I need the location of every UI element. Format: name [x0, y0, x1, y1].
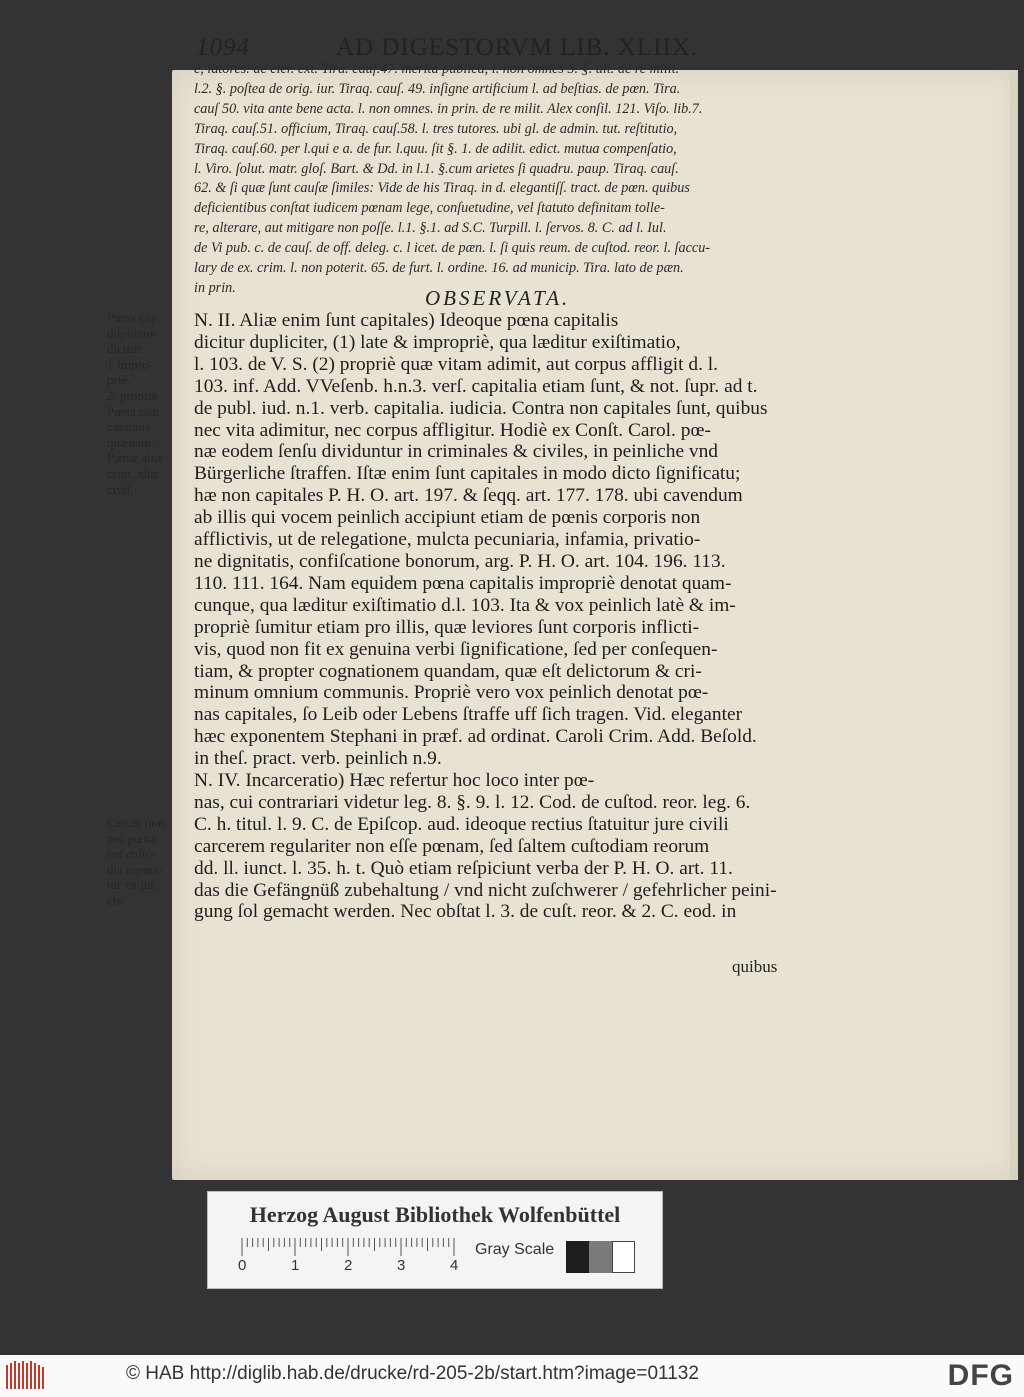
- text-line: næ eodem ſenſu dividuntur in criminales & civiles, in peinliche vnd: [194, 441, 718, 463]
- text-line: N. II. Aliæ enim ſunt capitales) Ideoque pœna capitalis: [194, 310, 619, 331]
- note-line: 62. & ſi quæ ſunt cauſæ ſimiles: Vide de his Tiraq. in d. elegantiſſ. tract. de pœn. quibus: [194, 180, 690, 197]
- text-line: C. h. titul. l. 9. C. de Epiſcop. aud. ideoque rectius ſtatuitur jure civili: [194, 813, 729, 835]
- text-line: nas capitales, ſo Leib oder Lebens ſtraffe uff ſich tragen. Vid. eleganter: [194, 704, 743, 726]
- margin-note: quænam.: [107, 434, 155, 450]
- hab-logo-icon: [6, 1361, 46, 1391]
- text-line: dicitur dupliciter, (1) late & impropriè, qua læditur exiſtimatio,: [194, 331, 681, 353]
- ruler-number: 4: [450, 1257, 459, 1272]
- margin-note: tur ex jur.: [107, 877, 158, 893]
- margin-note: Pœna non: [107, 403, 159, 419]
- text-line: afflictivis, ut de relegatione, mulcta pecuniaria, infamia, privatio-: [194, 529, 701, 551]
- note-line: cauſ 50. vita ante bene acta. l. non omnes. in prin. de re milit. Alex conſil. 121. Viſo. lib.7.: [194, 100, 703, 117]
- note-line: lary de ex. crim. l. non poterit. 65. de furt. l. ordine. 16. ad municip. Tira. lato de pæn.: [194, 260, 684, 277]
- text-line: minum omnium communis. Propriè vero vox peinlich denotat pœ-: [194, 682, 709, 704]
- grayscale-label: Gray Scale: [475, 1241, 555, 1258]
- text-line: cunque, qua læditur exiſtimatio d.l. 103. Ita & vox peinlich latè & im-: [194, 594, 736, 616]
- margin-note: civil.: [107, 481, 134, 497]
- text-line: nec vita adimitur, nec corpus affligitur. Hodiè ex Conſt. Carol. pœ-: [194, 419, 711, 441]
- margin-note: crim. aliæ: [107, 465, 159, 481]
- text-line: dd. ll. iunct. l. 35. h. t. Quò etiam reſpiciunt verba der P. H. O. art. 11.: [194, 857, 733, 879]
- text-line: gung ſol gemacht werden. Nec obſtat l. 3. de cuſt. reor. & 2. C. eod. in: [194, 901, 737, 923]
- note-line: e, latores. de cler. ext. Tira. cauſ.47. merita publica, l. non omnes 5. §. ult. de re milit.: [194, 61, 680, 77]
- note-line: in prin.: [194, 279, 236, 296]
- gray-swatch-light: [612, 1241, 635, 1273]
- page-gutter: [1010, 70, 1018, 1180]
- section-heading: OBSERVATA.: [425, 286, 571, 310]
- margin-note: ſed cuſto-: [107, 846, 157, 862]
- margin-note: dupliciter: [107, 325, 157, 341]
- note-line: deficientibus conſtat iudicem pœnam lege, conſuetudine, vel ſtatuto definitam tolle-: [194, 200, 665, 217]
- text-line: tiam, & propter cognationem quandam, quæ eſt delictorum & cri-: [194, 660, 702, 682]
- text-line: 103. inf. Add. VVeſenb. h.n.3. verſ. capitalia etiam ſunt, & not. ſupr. ad t.: [194, 375, 758, 397]
- text-line: l. 103. de V. S. (2) propriè quæ vitam adimit, aut corpus affligit d. l.: [194, 353, 719, 375]
- margin-note: dia reputa-: [107, 861, 163, 877]
- margin-notes-bottom: [107, 815, 191, 909]
- color-target-card: [207, 1191, 663, 1289]
- text-line: in theſ. pract. verb. peinlich n.9.: [194, 748, 442, 770]
- main-text: [194, 310, 806, 923]
- margin-note: Carcer non: [107, 815, 165, 830]
- note-line: re, alterare, aut mitigare non poſſe. l.1. §.1. ad S.C. Turpill. l. ſervos. 8. C. ad l. Iul.: [194, 220, 667, 237]
- text-line: Bürgerliche ſtraffen. Iſtæ enim ſunt capitales in modo dicto ſignificatu;: [194, 463, 741, 485]
- margin-note: 1 Impro-: [107, 356, 153, 372]
- text-line: hæ non capitales P. H. O. art. 197. & ſeqq. art. 177. 178. ubi cavendum: [194, 485, 743, 507]
- note-line: l.2. §. poſtea de orig. iur. Tiraq. cauſ. 49. inſigne artificium l. ad beſtias. de pœn. Tira.: [194, 80, 681, 97]
- catchword: quibus: [732, 957, 778, 976]
- note-line: de Vi pub. c. de cauſ. de off. deleg. c. l icet. de pæn. l. ſi quis reum. de cuſtod. reor. l. ſaccu-: [194, 240, 711, 257]
- margin-notes-top: [107, 310, 191, 497]
- margin-note: civ.: [107, 892, 126, 908]
- margin-note: dicitur.: [107, 341, 144, 357]
- source-citation[interactable]: © HAB http://diglib.hab.de/drucke/rd-205-2b/start.htm?image=01132: [126, 1363, 699, 1384]
- page-number: 1094: [196, 34, 250, 61]
- note-line: Tiraq. cauſ.60. per l.qui e a. de fur. l.quu. ſit §. 1. de adilit. edict. mutua compenſatio,: [194, 140, 677, 157]
- text-line: 110. 111. 164. Nam equidem pœna capitalis impropriè denotat quam-: [194, 572, 732, 594]
- library-name: Herzog August Bibliothek Wolfenbüttel: [249, 1202, 621, 1227]
- gray-swatch-mid: [589, 1241, 612, 1273]
- ruler-graphic: [238, 1236, 468, 1272]
- ruler-number: 2: [344, 1257, 353, 1272]
- dfg-logo: DFG: [947, 1359, 1014, 1392]
- margin-note: Pœna cap.: [107, 310, 161, 325]
- text-line: vis, quod non fit ex genuina verbi ſignificatione, ſed per conſequen-: [194, 638, 718, 660]
- margin-note: Pænæ aliæ: [107, 450, 163, 466]
- note-line: l. Viro. ſolut. matr. gloſ. Bart. & Dd. in l.1. §.cum arietes ſi quadru. paup. Tiraq. cauſ.: [194, 160, 679, 177]
- text-line: ab illis qui vocem peinlich accipiunt etiam de pœnis corporis non: [194, 507, 701, 529]
- text-line: carcerem regulariter non eſſe pœnam, ſed ſaltem cuſtodiam reorum: [194, 835, 710, 857]
- text-line: nas, cui contrariari videtur leg. 8. §. 9. l. 12. Cod. de cuſtod. reor. leg. 6.: [194, 791, 751, 813]
- margin-note: capitalis: [107, 419, 151, 435]
- ruler-number: 1: [291, 1257, 300, 1272]
- text-line: N. IV. Incarceratio) Hæc refertur hoc loco inter pœ-: [194, 770, 595, 792]
- running-title: AD DIGESTORVM LIB. XLIIX.: [336, 34, 699, 61]
- margin-note: priè.: [107, 372, 131, 388]
- measurement-ruler: [238, 1236, 468, 1272]
- text-line: ne dignitatis, confiſcatione bonorum, arg. P. H. O. art. 104. 196. 113.: [194, 550, 726, 572]
- viewer-footer: [0, 1355, 1024, 1397]
- text-line: hæc exponentem Stephani in præf. ad ordinat. Caroli Crim. Add. Beſold.: [194, 726, 757, 748]
- footnote-block: [194, 60, 806, 299]
- note-line: Tiraq. cauſ.51. officium, Tiraq. cauſ.58. l. tres tutores. ubi gl. de admin. tut. reſtitutio,: [194, 120, 678, 137]
- text-line: de publ. iud. n.1. verb. capitalia. iudicia. Contra non capitales ſunt, quibus: [194, 397, 768, 419]
- gray-swatch-dark: [566, 1241, 589, 1273]
- text-line: propriè ſumitur etiam pro illis, quæ leviores ſunt corporis inflicti-: [194, 616, 700, 638]
- margin-note: 2. propriè: [107, 387, 158, 403]
- margin-note: pro pœna: [107, 830, 156, 846]
- text-line: das die Gefängnüß zubehaltung / vnd nicht zuſchwerer / gefehrlicher peini-: [194, 879, 777, 901]
- ruler-number: 0: [238, 1257, 247, 1272]
- ruler-number: 3: [397, 1257, 406, 1272]
